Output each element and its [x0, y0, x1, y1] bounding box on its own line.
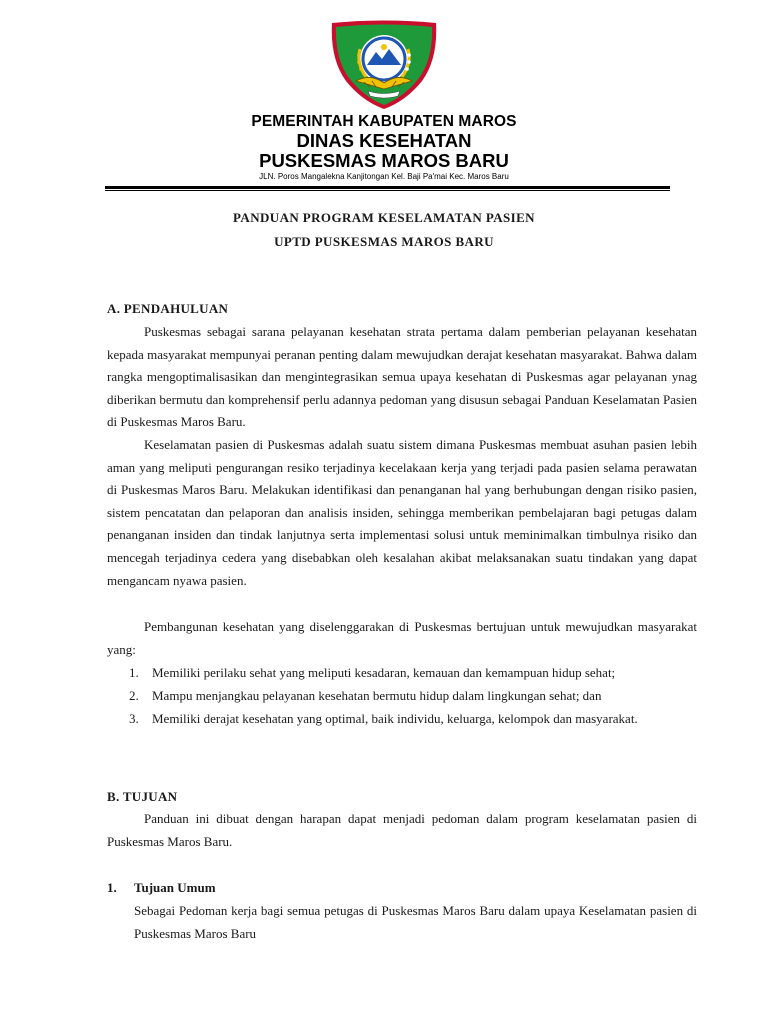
section-a-paragraph: Keselamatan pasien di Puskesmas adalah suatu sistem dimana Puskesmas membuat asuhan pasien lebih aman yang meliputi pengurangan resiko terjadinya kecelakaan kerja yang terjadi pada pasien selama perawatan di Puskesmas Maros Baru. Melakukan identifikasi dan penanganan hal yang berhubungan dengan risiko pasien, sistem pencatatan dan pelaporan dan analisis insiden, sehingga memberikan pembelajaran bagi petugas dalam penanganan insiden dan tindak lanjutnya serta implementasi solusi untuk meminimalkan timbulnya risiko dan mencegah terjadinya cedera yang disebabkan oleh kesalahan akibat melaksanakan suatu tindakan yang dapat mengancam nyawa pasien. [107, 437, 697, 588]
subsection-label: Tujuan Umum [134, 880, 216, 895]
section-b-heading: B. TUJUAN [107, 789, 178, 804]
letterhead-divider-thin [105, 190, 670, 191]
letterhead-address: JLN. Poros Mangalekna Kanjitongan Kel. Baji Pa'mai Kec. Maros Baru [259, 172, 509, 181]
list-item-text: Memiliki derajat kesehatan yang optimal, baik individu, keluarga, kelompok dan masyarakat. [152, 711, 638, 726]
list-item-number: 3. [129, 711, 139, 726]
kabupaten-maros-crest-logo [326, 19, 442, 111]
letterhead-agency-line: DINAS KESEHATAN [296, 130, 472, 151]
list-item-text: Memiliki perilaku sehat yang meliputi kesadaran, kemauan dan kemampuan hidup sehat; [152, 665, 616, 680]
list-item-number: 2. [129, 688, 139, 703]
letterhead-divider-thick [105, 186, 670, 189]
document-subtitle: UPTD PUSKESMAS MAROS BARU [274, 234, 494, 249]
section-a-paragraph: Puskesmas sebagai sarana pelayanan kesehatan strata pertama dalam pemberian pelayanan kesehatan kepada masyarakat mempunyai peranan penting dalam mewujudkan derajat kesehatan masyarakat. Bahwa dalam rangka mengoptimalisasikan dan mengintegrasikan semua upaya kesehatan di Puskesmas agar pelayanan ynag diberikan bermutu dan komprehensif perlu adannya pedoman yang disusun sebagai Panduan Keselamatan Pasien di Puskesmas Maros Baru. [107, 324, 697, 430]
section-a-paragraph: Pembangunan kesehatan yang diselenggarakan di Puskesmas bertujuan untuk mewujudkan masyarakat yang: [107, 619, 697, 657]
subsection-number: 1. [107, 880, 117, 895]
list-item-text: Mampu menjangkau pelayanan kesehatan bermutu hidup dalam lingkungan sehat; dan [152, 688, 602, 703]
section-b-paragraph: Panduan ini dibuat dengan harapan dapat menjadi pedoman dalam program keselamatan pasien di Puskesmas Maros Baru. [107, 811, 697, 849]
section-a-heading: A. PENDAHULUAN [107, 301, 229, 316]
letterhead-institution-line: PUSKESMAS MAROS BARU [259, 150, 509, 171]
letterhead-government-line: PEMERINTAH KABUPATEN MAROS [251, 113, 517, 130]
list-item-number: 1. [129, 665, 139, 680]
document-title: PANDUAN PROGRAM KESELAMATAN PASIEN [233, 210, 535, 225]
subsection-paragraph: Sebagai Pedoman kerja bagi semua petugas di Puskesmas Maros Baru dalam upaya Keselamatan pasien di Puskesmas Maros Baru [134, 903, 697, 941]
